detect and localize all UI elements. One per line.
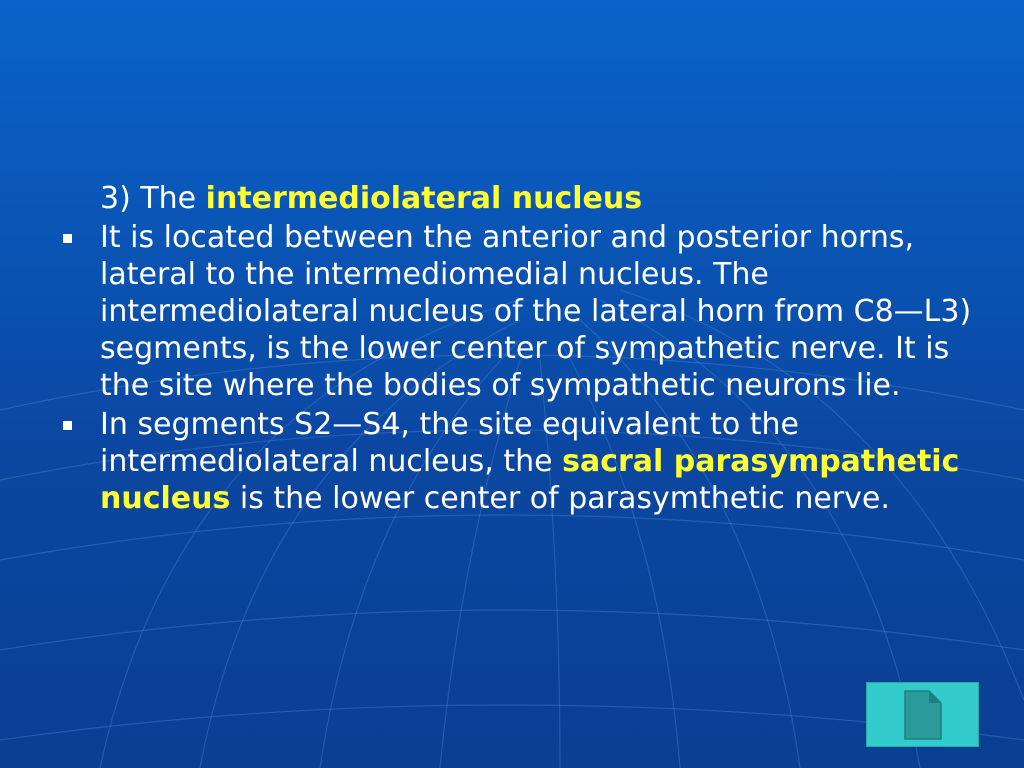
slide-heading [60, 180, 980, 217]
bullet-text-before: In segments S2—S4, the site equivalent to the intermediolateral nucleus, the [100, 407, 799, 479]
square-bullet-icon [63, 421, 72, 430]
document-icon [904, 690, 942, 740]
heading-prefix: 3) The [100, 181, 206, 216]
heading-highlight: intermediolateral nucleus [205, 181, 643, 216]
bullet-text-after: is the lower center of parasymthetic nerve. [230, 481, 890, 516]
bullet-highlight: sacral parasympathetic nucleus [100, 444, 960, 516]
bullet-item [60, 406, 980, 517]
slide-body [60, 180, 980, 519]
square-bullet-icon [63, 234, 72, 243]
document-nav-button[interactable] [866, 682, 979, 747]
bullet-text: It is located between the anterior and posterior horns, lateral to the intermediomedial nucleus. The intermediolateral nucleus of the lateral horn from C8—L3) segments, is the lower center of sympathetic nerve. It is the site where the bodies of sympathetic neurons lie. [100, 220, 972, 403]
bullet-item [60, 219, 980, 404]
